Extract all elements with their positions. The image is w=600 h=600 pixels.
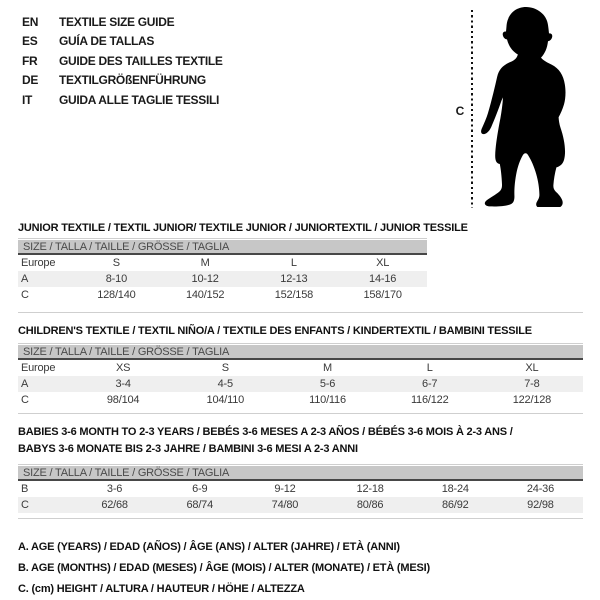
table-row [18, 255, 427, 271]
language-title: GUIDE DES TAILLES TEXTILE [59, 53, 223, 68]
language-list [22, 13, 223, 110]
value-cell: 62/68 [101, 499, 128, 511]
section-divider [18, 518, 583, 519]
value-cell: 152/158 [274, 289, 314, 301]
value-cell: 86/92 [442, 499, 469, 511]
value-cell: 9-12 [274, 483, 296, 495]
section-title-junior: JUNIOR TEXTILE / TEXTIL JUNIOR/ TEXTILE JUNIOR / JUNIORTEXTIL / JUNIOR TESSILE [18, 222, 468, 234]
language-code: DE [22, 73, 39, 88]
value-cell: 3-4 [115, 378, 131, 390]
value-cell: 14-16 [369, 273, 397, 285]
table-row [18, 497, 583, 513]
table-row [18, 392, 583, 408]
language-row [22, 32, 223, 51]
value-cell: 110/116 [309, 394, 346, 406]
language-row [22, 13, 223, 32]
value-cell: XL [376, 257, 390, 269]
value-cell: XS [115, 362, 131, 374]
size-table-header: SIZE / TALLA / TAILLE / GRÖSSE / TAGLIA [18, 466, 583, 481]
value-cell: 80/86 [356, 499, 384, 511]
row-label-cell: A [21, 378, 29, 390]
footnote-line-c: C. (cm) HEIGHT / ALTURA / HAUTEUR / HÖHE / ALTEZZA [18, 583, 305, 595]
language-code: EN [22, 15, 39, 29]
value-cell: M [323, 362, 332, 374]
table-row [18, 271, 427, 287]
row-label-cell: A [21, 273, 29, 285]
value-cell: 6-7 [422, 378, 438, 390]
value-cell: XL [525, 362, 539, 374]
size-table-children [18, 343, 583, 408]
language-title: GUIDA ALLE TAGLIE TESSILI [59, 92, 220, 107]
table-row [18, 481, 583, 497]
value-cell: L [426, 362, 433, 374]
footnote-line-b: B. AGE (MONTHS) / EDAD (MESES) / ÂGE (MOIS) / ALTER (MONATE) / ETÀ (MESI) [18, 562, 430, 574]
section-divider [18, 413, 583, 414]
row-label-cell: C [21, 394, 29, 406]
row-label-cell: C [21, 289, 29, 301]
table-row [18, 376, 583, 392]
value-cell: M [200, 257, 210, 269]
height-dashed-line [471, 10, 473, 208]
value-cell: 24-36 [526, 483, 555, 495]
value-cell: L [290, 257, 297, 269]
value-cell: 98/104 [106, 394, 140, 406]
value-cell: S [221, 362, 229, 374]
value-cell: 140/152 [185, 289, 225, 301]
language-title: TEXTILE SIZE GUIDE [59, 15, 175, 29]
value-cell: 122/128 [512, 394, 552, 406]
language-title: TEXTILGRÖßENFÜHRUNG [59, 73, 206, 88]
value-cell: 92/98 [527, 499, 554, 511]
language-code: FR [22, 53, 38, 68]
language-title: GUÍA DE TALLAS [59, 34, 155, 49]
row-label-cell: C [21, 499, 29, 511]
footnote-line-a: A. AGE (YEARS) / EDAD (AÑOS) / ÂGE (ANS) / ALTER (JAHRE) / ETÀ (ANNI) [18, 541, 400, 553]
row-label-cell: Europe [21, 257, 56, 269]
language-row [22, 71, 223, 90]
table-row [18, 287, 427, 303]
row-label-cell: B [21, 483, 29, 495]
value-cell: 7-8 [524, 378, 540, 390]
value-cell: 116/122 [410, 394, 449, 406]
size-table-header: SIZE / TALLA / TAILLE / GRÖSSE / TAGLIA [18, 240, 427, 255]
value-cell: 5-6 [319, 378, 336, 390]
value-cell: S [112, 257, 120, 269]
section-title-children: CHILDREN'S TEXTILE / TEXTIL NIÑO/A / TEXTILE DES ENFANTS / KINDERTEXTIL / BAMBINI TESSILE [18, 325, 532, 337]
value-cell: 12-18 [356, 483, 384, 495]
section-title-line1: BABIES 3-6 MONTH TO 2-3 YEARS / BEBÉS 3-6 MESES A 2-3 AÑOS / BÉBÉS 3-6 MOIS À 2-3 ANS / [18, 426, 513, 438]
table-row [18, 360, 583, 376]
value-cell: 4-5 [217, 378, 233, 390]
value-cell: 6-9 [192, 483, 208, 495]
height-marker-label: C [455, 104, 465, 118]
section-divider [18, 312, 583, 313]
footnotes [18, 537, 430, 600]
language-row [22, 52, 223, 71]
language-code: ES [22, 34, 38, 49]
size-table-babies [18, 464, 583, 513]
value-cell: 3-6 [106, 483, 123, 495]
section-title-line2: BABYS 3-6 MONATE BIS 2-3 JAHRE / BAMBINI 3-6 MESI A 2-3 ANNI [18, 443, 358, 455]
language-code: IT [22, 92, 33, 107]
value-cell: 68/74 [186, 499, 214, 511]
section-title-babies [18, 424, 584, 458]
baby-silhouette-icon [477, 6, 574, 207]
value-cell: 18-24 [441, 483, 469, 495]
value-cell: 158/170 [363, 289, 402, 301]
row-label-cell: Europe [21, 362, 56, 374]
size-table-header: SIZE / TALLA / TAILLE / GRÖSSE / TAGLIA [18, 345, 583, 360]
size-table-junior [18, 238, 427, 303]
value-cell: 74/80 [271, 499, 299, 511]
value-cell: 8-10 [105, 273, 127, 285]
value-cell: 12-13 [280, 273, 308, 285]
language-row [22, 91, 223, 110]
value-cell: 128/140 [97, 289, 136, 301]
value-cell: 104/110 [206, 394, 245, 406]
value-cell: 10-12 [191, 273, 219, 285]
